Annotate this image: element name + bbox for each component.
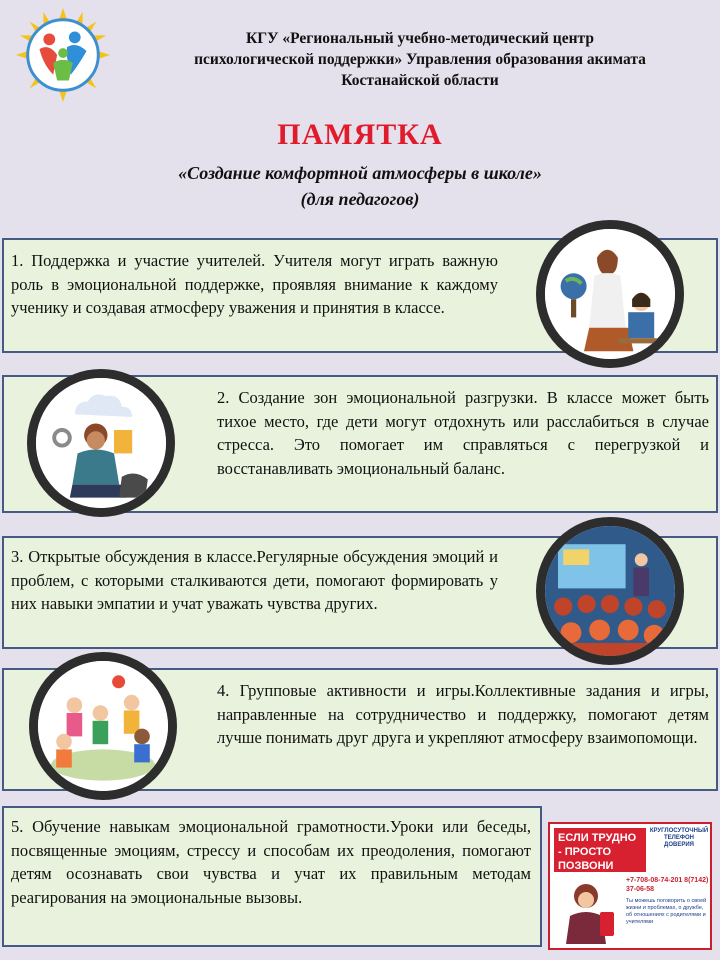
phone-girl-illustration [556,876,622,946]
tip-text-2: 2. Создание зон эмоциональной разгрузки. В классе может быть тихое место, где дети могут отдохнуть или расслабиться в случае стресса. Это помогает им справляться с перегрузкой и восстанавливать эмоциональный баланс. [217,388,709,478]
org-line-3: Костанайской области [341,72,499,89]
poster-note: Ты можешь поговорить о своей жизни и проблемах, о дружбе, об отношениях с родителями и учителями [626,898,707,925]
organization-name [135,28,705,91]
subtitle-topic: «Создание комфортной атмосферы в школе» [178,163,542,183]
page-title: ПАМЯТКА [277,118,443,151]
children-playing-icon [29,652,177,800]
poster-side-text: КРУГЛОСУТОЧНЫЙ ТЕЛЕФОН ДОВЕРИЯ [649,828,709,848]
tip-text-4: 4. Групповые активности и игры.Коллективные задания и игры, направленные на сотрудничество и поддержку, помогают детям лучше понимать друг друга и укрепляют атмосферу взаимопомощи. [217,681,709,747]
classroom-icon [536,517,684,665]
teacher-icon [536,220,684,368]
page-subtitle [0,160,720,212]
tip-text-3: 3. Открытые обсуждения в классе.Регулярные обсуждения эмоций и проблем, с которыми сталкиваются дети, помогают формировать у них навыки эмпатии и учат уважать чувства других. [11,547,498,613]
poster-heading: ЕСЛИ ТРУДНО - ПРОСТО ПОЗВОНИ [554,828,646,872]
org-line-1: КГУ «Региональный учебно-методический центр [246,30,594,47]
helpline-poster-icon [548,822,712,950]
tip-text-1: 1. Поддержка и участие учителей. Учителя могут играть важную роль в эмоциональной поддержке, проявляя внимание к каждому ученику и создавая атмосферу уважения и принятия в классе. [11,251,498,317]
poster-phones: +7-708-08-74-201 8(7142) 37-06-58 [626,877,709,893]
stressed-person-icon [27,369,175,517]
org-line-2: психологической поддержки» Управления образования акимата [194,51,646,68]
tip-text-5: 5. Обучение навыкам эмоциональной грамотности.Уроки или беседы, посвященные эмоциям, стрессу и способам их преодоления, помогают детям осознавать свои чувства и учат их правильным методам реагирования на эмоциональные вызовы. [11,817,531,907]
org-logo [14,6,112,104]
subtitle-audience: (для педагогов) [300,189,420,209]
